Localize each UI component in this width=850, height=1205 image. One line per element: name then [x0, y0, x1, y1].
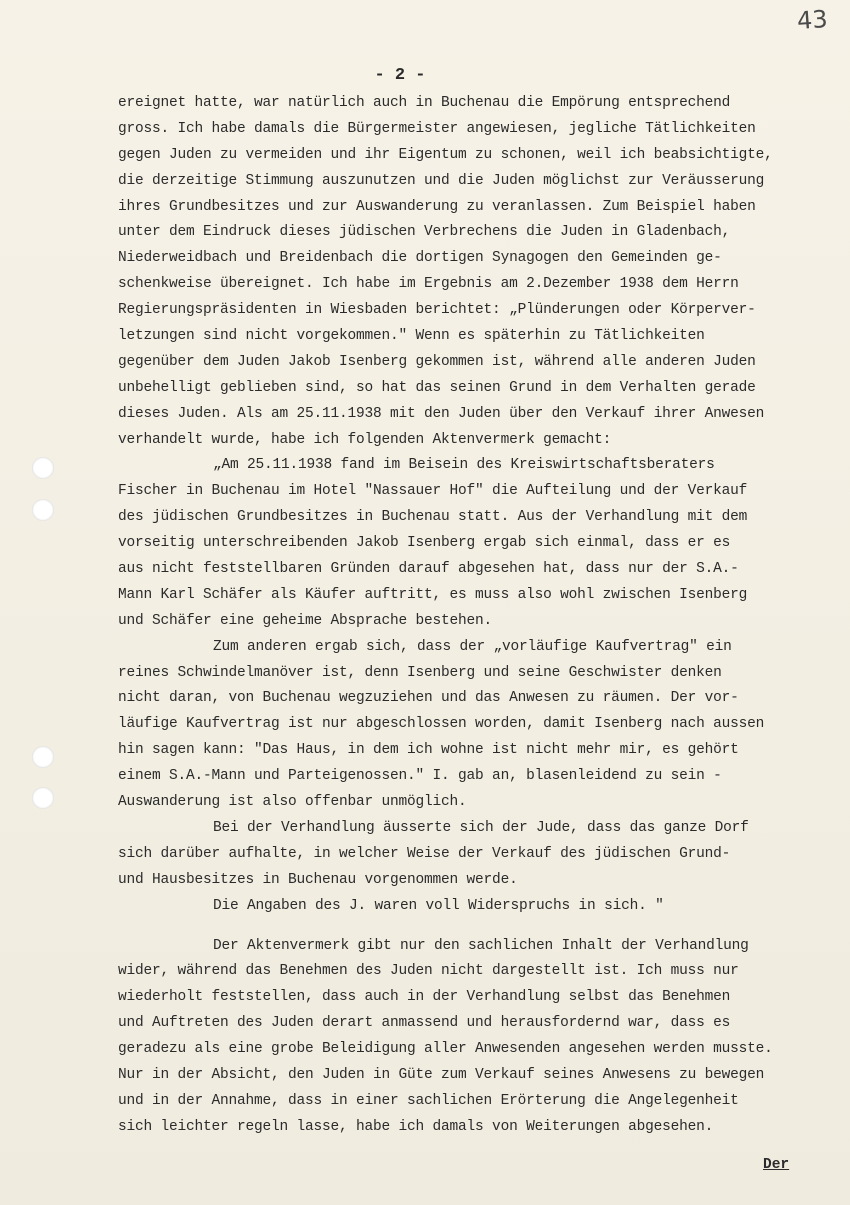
text-line: Regierungspräsidenten in Wiesbaden berichtet: „Plünderungen oder Körperver-: [118, 302, 756, 319]
quote-line: des jüdischen Grundbesitzes in Buchenau statt. Aus der Verhandlung mit dem: [118, 509, 748, 526]
punch-hole: [32, 499, 54, 521]
text-line: unbehelligt geblieben sind, so hat das seinen Grund in dem Verhalten gerade: [118, 379, 756, 396]
quote-line: vorseitig unterschreibenden Jakob Isenberg ergab sich einmal, dass er es: [118, 535, 731, 552]
text-line: schenkweise übereignet. Ich habe im Ergebnis am 2.Dezember 1938 dem Herrn: [118, 276, 739, 293]
quote-line: Auswanderung ist also offenbar unmöglich.: [118, 794, 467, 811]
text-line: und Auftreten des Juden derart anmassend und herausfordernd war, dass es: [118, 1015, 731, 1032]
folio-number: 43: [796, 4, 829, 36]
catchword: Der: [763, 1157, 790, 1173]
text-line: dieses Juden. Als am 25.11.1938 mit den Juden über den Verkauf ihrer Anwesen: [118, 405, 765, 422]
punch-hole: [32, 457, 54, 479]
page-number: - 2 -: [374, 66, 426, 85]
quote-line: läufige Kaufvertrag ist nur abgeschlossen worden, damit Isenberg nach aussen: [118, 716, 765, 733]
quote-line: und Schäfer eine geheime Absprache bestehen.: [118, 612, 493, 629]
body-text: [118, 91, 848, 1141]
punch-hole: [32, 787, 54, 809]
text-line: unter dem Eindruck dieses jüdischen Verbrechens die Juden in Gladenbach,: [118, 224, 731, 241]
text-line: die derzeitige Stimmung auszunutzen und die Juden möglichst zur Veräusserung: [118, 172, 765, 189]
quote-line: sich darüber aufhalte, in welcher Weise der Verkauf des jüdischen Grund-: [118, 845, 731, 862]
quote-line: Mann Karl Schäfer als Käufer auftritt, es muss also wohl zwischen Isenberg: [118, 586, 748, 603]
text-line: wider, während das Benehmen des Juden nicht dargestellt ist. Ich muss nur: [118, 963, 739, 980]
text-line: gegen Juden zu vermeiden und ihr Eigentum zu schonen, weil ich beabsichtigte,: [118, 146, 773, 163]
quote-line: Zum anderen ergab sich, dass der „vorläufige Kaufvertrag" ein: [213, 638, 732, 655]
text-line: Niederweidbach und Breidenbach die dortigen Synagogen den Gemeinden ge-: [118, 250, 722, 267]
quote-line: hin sagen kann: "Das Haus, in dem ich wohne ist nicht mehr mir, es gehört: [118, 742, 739, 759]
quote-line: aus nicht feststellbaren Gründen darauf abgesehen hat, dass nur der S.A.-: [118, 561, 739, 578]
text-line: wiederholt feststellen, dass auch in der Verhandlung selbst das Benehmen: [118, 989, 731, 1006]
quote-line: und Hausbesitzes in Buchenau vorgenommen werde.: [118, 871, 518, 888]
text-line: und in der Annahme, dass in einer sachlichen Erörterung die Angelegenheit: [118, 1092, 739, 1109]
quote-line: nicht daran, von Buchenau wegzuziehen und das Anwesen zu räumen. Der vor-: [118, 690, 739, 707]
quote-line: Bei der Verhandlung äusserte sich der Jude, dass das ganze Dorf: [213, 819, 749, 836]
quote-line: „Am 25.11.1938 fand im Beisein des Kreiswirtschaftsberaters: [213, 457, 715, 474]
text-line: verhandelt wurde, habe ich folgenden Aktenvermerk gemacht:: [118, 431, 612, 448]
quote-line: Die Angaben des J. waren voll Widerspruchs in sich. ": [213, 897, 664, 914]
punch-hole: [32, 746, 54, 768]
text-line: sich leichter regeln lasse, habe ich damals von Weiterungen abgesehen.: [118, 1118, 714, 1135]
text-line: Nur in der Absicht, den Juden in Güte zum Verkauf seines Anwesens zu bewegen: [118, 1066, 765, 1083]
text-line: letzungen sind nicht vorgekommen." Wenn es späterhin zu Tätlichkeiten: [118, 328, 705, 345]
quote-line: reines Schwindelmanöver ist, denn Isenberg und seine Geschwister denken: [118, 664, 722, 681]
quote-line: einem S.A.-Mann und Parteigenossen." I. gab an, blasenleidend zu sein -: [118, 768, 722, 785]
text-line: geradezu als eine grobe Beleidigung aller Anwesenden angesehen werden musste.: [118, 1041, 773, 1058]
text-line: ereignet hatte, war natürlich auch in Buchenau die Empörung entsprechend: [118, 95, 731, 111]
text-line: ihres Grundbesitzes und zur Auswanderung zu veranlassen. Zum Beispiel haben: [118, 198, 756, 215]
paragraph-gap: [118, 920, 848, 934]
text-line: gegenüber dem Juden Jakob Isenberg gekommen ist, während alle anderen Juden: [118, 353, 756, 370]
text-line: Der Aktenvermerk gibt nur den sachlichen Inhalt der Verhandlung: [213, 937, 749, 954]
quote-line: Fischer in Buchenau im Hotel "Nassauer Hof" die Aufteilung und der Verkauf: [118, 483, 748, 500]
text-line: gross. Ich habe damals die Bürgermeister angewiesen, jegliche Tätlichkeiten: [118, 120, 756, 137]
